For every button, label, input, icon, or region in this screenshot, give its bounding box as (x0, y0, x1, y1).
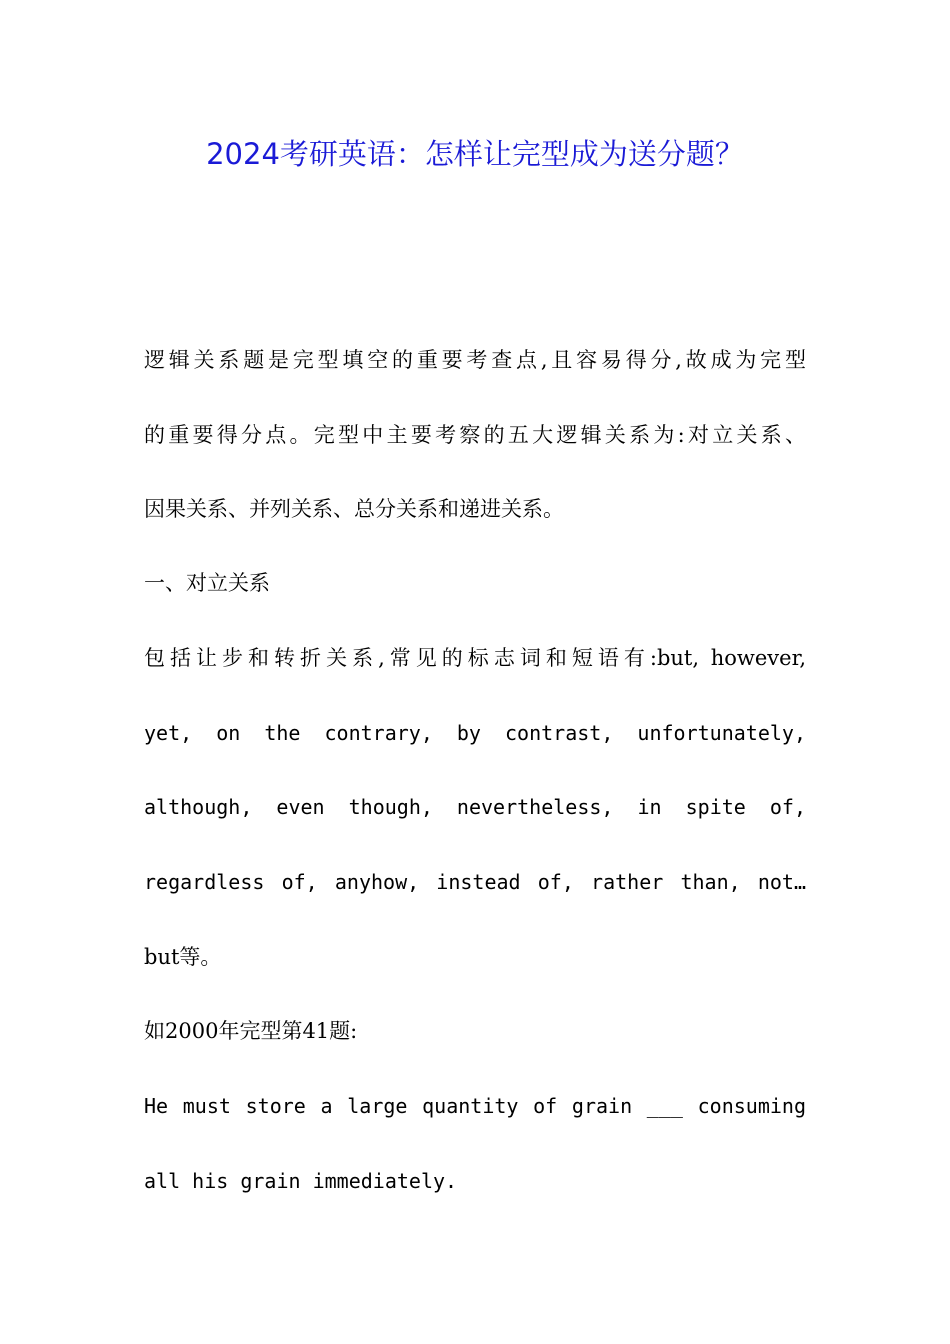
paragraph-line: but等。 (144, 945, 222, 969)
example-heading: 如2000年完型第41题: (144, 1019, 358, 1043)
example-sentence-line: He must store a large quantity of grain ___ consuming (144, 1094, 806, 1118)
document-title: 2024考研英语：怎样让完型成为送分题？ (206, 137, 744, 171)
example-sentence-line: all his grain immediately. (144, 1169, 458, 1193)
keyword-line: regardless of, anyhow, instead of, rather than, not… (144, 870, 806, 894)
paragraph-line: 因果关系、并列关系、总分关系和递进关系。 (144, 497, 564, 521)
paragraph-line: 的重要得分点。完型中主要考察的五大逻辑关系为:对立关系、 (144, 423, 806, 447)
keyword-line: yet, on the contrary, by contrast, unfortunately, (144, 721, 806, 745)
keyword-line: although, even though, nevertheless, in spite of, (144, 795, 806, 819)
section-heading: 一、对立关系 (144, 571, 270, 595)
paragraph-line: 逻辑关系题是完型填空的重要考查点,且容易得分,故成为完型 (144, 348, 806, 372)
paragraph-line: 包括让步和转折关系,常见的标志词和短语有:but, however, (144, 646, 806, 670)
